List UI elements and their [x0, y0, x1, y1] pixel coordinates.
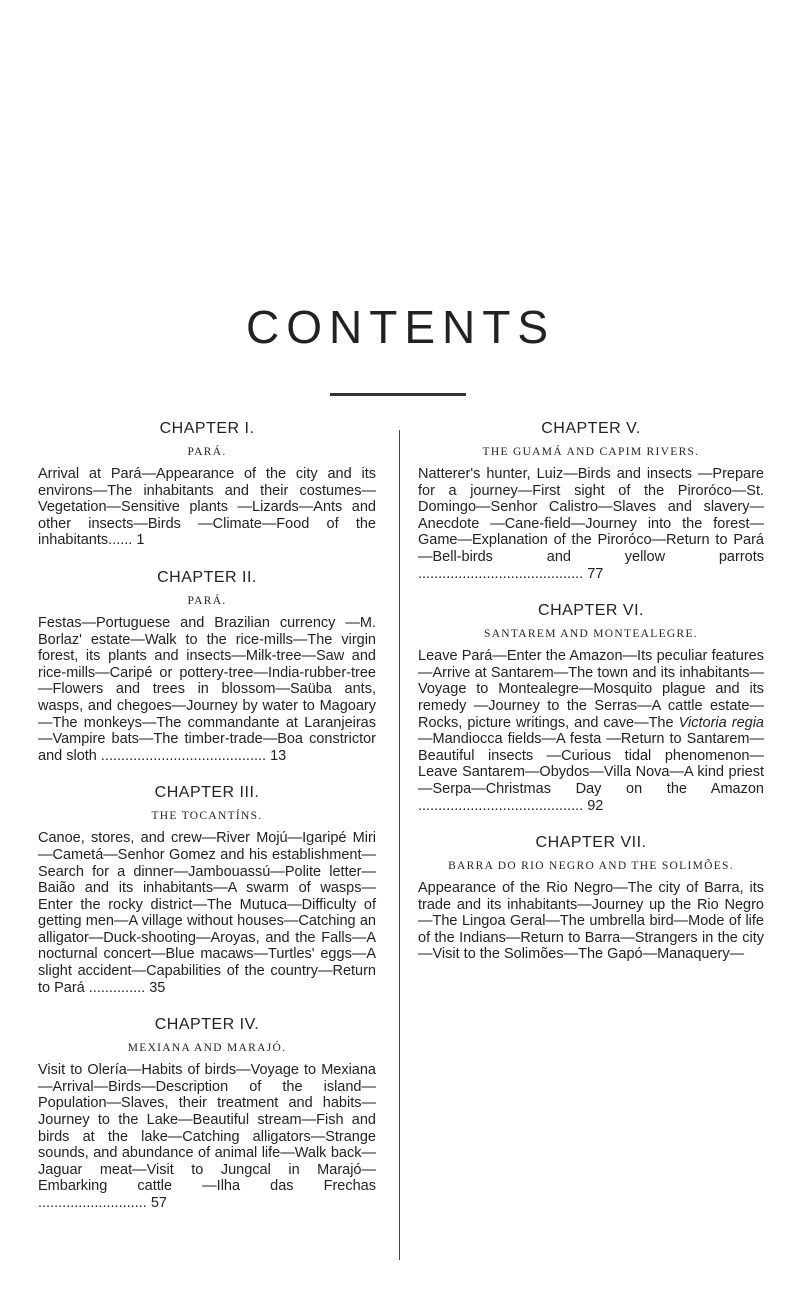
chapter-text: Appearance of the Rio Negro—The city of Barra, its trade and its inhabitants—Journey up the Rio Negro—The Lingoa Geral—The umbrella bird—Mode of life of the Indians—Return to Barra—Strangers in the city—Visit to the Solimões—The Gapó—Manaquery— — [418, 880, 764, 963]
title-rule — [330, 393, 466, 396]
chapter-text: Leave Pará—Enter the Amazon—Its peculiar features—Arrive at Santarem—The town and its inhabitants—Voyage to Montealegre—Mosquito plague and its remedy —Journey to the Serras—A cattle estate—Rocks, picture writings, and cave—The — [418, 648, 764, 731]
chapter-subtitle: THE TOCANTÍNS. — [151, 810, 263, 823]
dot-leader: ...... — [108, 532, 133, 549]
chapter-summary — [418, 880, 764, 963]
dot-leader: ......................................... — [418, 565, 584, 582]
chapter-subtitle: SANTAREM AND MONTEALEGRE. — [484, 628, 698, 641]
italic-term: Victoria regia — [678, 714, 764, 731]
chapter-summary — [38, 466, 376, 549]
chapter-5 — [418, 420, 764, 582]
chapter-heading: CHAPTER V. — [541, 420, 641, 437]
chapter-1 — [38, 420, 376, 549]
chapter-summary — [418, 466, 764, 582]
page-number: 13 — [270, 747, 287, 764]
chapter-summary — [38, 615, 376, 764]
chapter-heading: CHAPTER VII. — [535, 834, 647, 852]
chapter-text: Visit to Olería—Habits of birds—Voyage to Mexiana—Arrival—Birds—Description of the island—Population—Slaves, their treatment and habits—Journey to the Lake—Beautiful stream—Fish and birds at the lake—Catching alligators—Strange sounds, and abundance of animal life—Walk back—Jaguar meat—Visit to Jungcal in Marajó—Embarking cattle —Ilha das Frechas — [38, 1062, 376, 1195]
chapter-subtitle: PARÁ. — [187, 446, 227, 458]
chapter-text: Natterer's hunter, Luiz—Birds and insects —Prepare for a journey—First sight of the Piroróco—St. Domingo—Senhor Calistro—Slaves and slavery—Anecdote —Cane-field—Journey into the forest—Game—Explanation of the Piroróco—Return to Pará—Bell-birds and yellow parrots — [418, 466, 764, 565]
chapter-heading: CHAPTER VI. — [538, 602, 644, 620]
chapter-subtitle: MEXIANA AND MARAJÓ. — [127, 1042, 287, 1055]
chapter-7 — [418, 834, 764, 963]
chapter-subtitle: BARRA DO RIO NEGRO AND THE SOLIMÕES. — [448, 860, 734, 873]
page-number: 35 — [149, 979, 166, 996]
left-column — [38, 420, 376, 1232]
page-number: 77 — [587, 565, 604, 582]
dot-leader: ......................................... — [418, 797, 584, 814]
chapter-text-continued: —Mandiocca fields—A festa —Return to Santarem—Beautiful insects —Curious tidal phenomenon—Leave Santarem—Obydos—Villa Nova—A kind priest—Serpa—Christmas Day on the Amazon — [418, 731, 764, 797]
chapter-heading: CHAPTER IV. — [154, 1016, 260, 1034]
chapter-text: Canoe, stores, and crew—River Mojú—Igaripé Miri—Cametá—Senhor Gomez and his establishment—Search for a dinner—Jambouassú—Polite letter—Baião and its inhabitants—A swarm of wasps—Enter the rocky district—The Mutuca—Difficulty of getting men—A village without houses—Catching an alligator—Duck-shooting—Aroyas, and the Falls—A nocturnal concert—Blue macaws—Turtles' eggs—A slight accident—Capabilities of the country—Return to Pará — [38, 830, 376, 996]
column-divider — [399, 430, 400, 1260]
chapter-heading: CHAPTER II. — [157, 568, 257, 586]
chapter-heading: CHAPTER I. — [159, 420, 255, 437]
chapter-text: Arrival at Pará—Appearance of the city and its environs—The inhabitants and their costumes—Vegetation—Sensitive plants —Lizards—Ants and other insects—Birds —Climate—Food of the inhabitants — [38, 466, 376, 549]
chapter-4 — [38, 1016, 376, 1211]
chapter-subtitle: THE GUAMÁ AND CAPIM RIVERS. — [482, 446, 700, 458]
page-number: 1 — [136, 532, 145, 549]
dot-leader: ......................................... — [100, 747, 267, 764]
page-title: CONTENTS — [246, 301, 555, 353]
chapter-heading: CHAPTER III. — [154, 784, 260, 802]
page-number: 57 — [150, 1195, 167, 1211]
chapter-3 — [38, 784, 376, 996]
page-number: 92 — [587, 797, 604, 814]
dot-leader: .............. — [88, 979, 146, 996]
chapter-text: Festas—Portuguese and Brazilian currency —M. Borlaz' estate—Walk to the rice-mills—The virgin forest, its plants and insects—Milk-tree—Saw and rice-mills—Caripé or pottery-tree—India-rubber-tree —Flowers and trees in blossom—Saüba ants, wasps, and chegoes—Journey by water to Magoary—The monkeys—The commandante at Laranjeiras—Vampire bats—The timber-trade—Boa constrictor and sloth — [38, 614, 376, 764]
right-column — [418, 420, 764, 983]
chapter-6 — [418, 602, 764, 814]
chapter-summary — [38, 1062, 376, 1211]
chapter-summary — [38, 830, 376, 996]
chapter-summary — [418, 648, 764, 814]
dot-leader: ........................... — [38, 1195, 147, 1211]
chapter-2 — [38, 569, 376, 764]
chapter-subtitle: PARÁ. — [187, 594, 227, 607]
